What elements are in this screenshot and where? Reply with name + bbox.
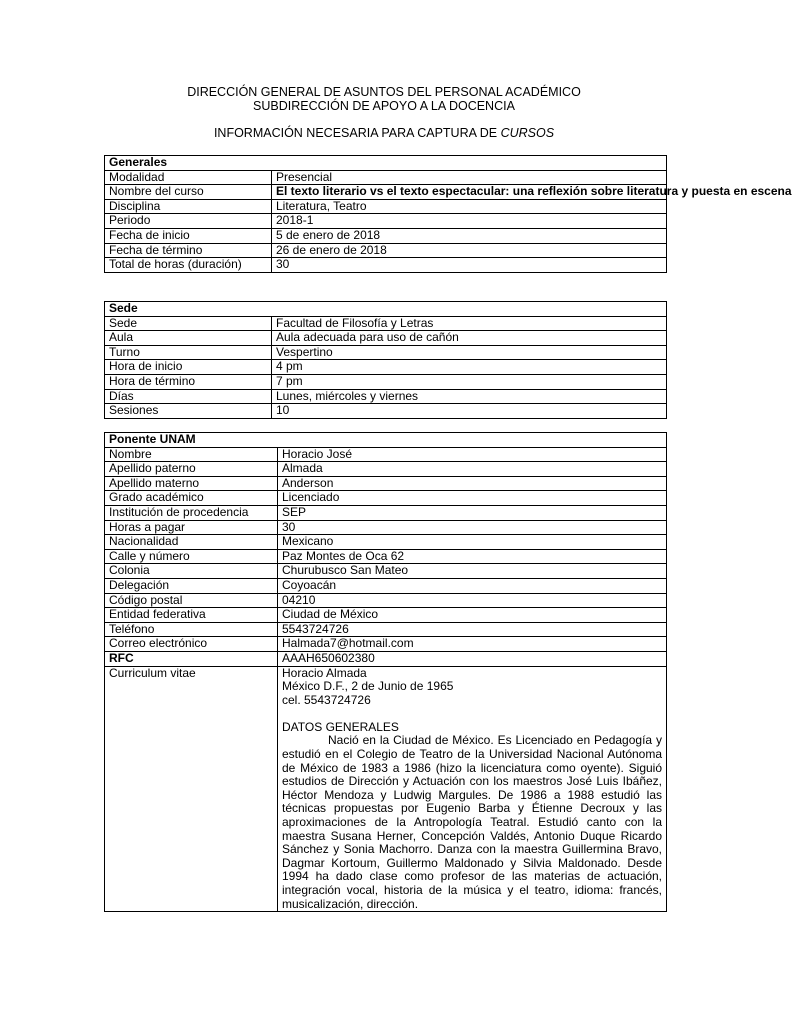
field-label: Entidad federativa bbox=[105, 608, 278, 623]
ponente-row bbox=[105, 622, 667, 637]
ponente-row bbox=[105, 520, 667, 535]
field-label: Periodo bbox=[105, 214, 272, 229]
field-label: Turno bbox=[105, 345, 272, 360]
sede-row bbox=[105, 316, 667, 331]
cv-value bbox=[278, 666, 667, 912]
ponente-row bbox=[105, 637, 667, 652]
generales-title-row bbox=[105, 156, 667, 171]
ponente-row bbox=[105, 535, 667, 550]
field-label: Horas a pagar bbox=[105, 520, 278, 535]
field-label: Fecha de término bbox=[105, 243, 272, 258]
sede-row bbox=[105, 389, 667, 404]
generales-table bbox=[104, 155, 792, 273]
field-label: Nombre del curso bbox=[105, 185, 272, 200]
field-value: 30 bbox=[278, 520, 667, 535]
cv-birth: México D.F., 2 de Junio de 1965 bbox=[282, 679, 454, 694]
field-value: 2018-1 bbox=[272, 214, 667, 229]
ponente-cv-row bbox=[105, 666, 667, 912]
field-label: Modalidad bbox=[105, 170, 272, 185]
field-value: Almada bbox=[278, 462, 667, 477]
field-value: Facultad de Filosofía y Letras bbox=[272, 316, 667, 331]
ponente-table bbox=[104, 432, 667, 912]
sede-row bbox=[105, 374, 667, 389]
field-value: Churubusco San Mateo bbox=[278, 564, 667, 579]
field-label: Apellido materno bbox=[105, 476, 278, 491]
header-line-3-text: INFORMACIÓN NECESARIA PARA CAPTURA DE bbox=[213, 126, 501, 140]
field-value: Lunes, miércoles y viernes bbox=[272, 389, 667, 404]
field-value: Vespertino bbox=[272, 345, 667, 360]
field-value: Horacio José bbox=[278, 447, 667, 462]
cv-name: Horacio Almada bbox=[282, 665, 367, 680]
ponente-row bbox=[105, 549, 667, 564]
header-line-3 bbox=[0, 126, 768, 140]
field-label: Delegación bbox=[105, 578, 278, 593]
generales-title: Generales bbox=[105, 156, 667, 171]
field-label: Institución de procedencia bbox=[105, 505, 278, 520]
generales-row bbox=[105, 228, 667, 243]
field-value: Mexicano bbox=[278, 535, 667, 550]
field-label: Apellido paterno bbox=[105, 462, 278, 477]
generales-row bbox=[105, 214, 667, 229]
field-value: Presencial bbox=[272, 170, 667, 185]
ponente-row bbox=[105, 491, 667, 506]
field-label: Nacionalidad bbox=[105, 535, 278, 550]
ponente-row bbox=[105, 447, 667, 462]
ponente-row bbox=[105, 578, 667, 593]
field-label: Días bbox=[105, 389, 272, 404]
cv-spacer bbox=[282, 707, 662, 721]
field-label: Calle y número bbox=[105, 549, 278, 564]
field-value: Paz Montes de Oca 62 bbox=[278, 549, 667, 564]
field-value: 26 de enero de 2018 bbox=[272, 243, 667, 258]
ponente-row bbox=[105, 593, 667, 608]
generales-row bbox=[105, 243, 667, 258]
header-line-3-italic: CURSOS bbox=[500, 126, 555, 140]
sede-row bbox=[105, 331, 667, 346]
field-label: Colonia bbox=[105, 564, 278, 579]
field-label: Aula bbox=[105, 331, 272, 346]
header-line-1: DIRECCIÓN GENERAL DE ASUNTOS DEL PERSONAL ACADÉMICO bbox=[187, 85, 581, 99]
ponente-title-row bbox=[105, 433, 667, 448]
cv-paragraph: Nació en la Ciudad de México. Es Licenciado en Pedagogía y estudió en el Colegio de Teatro de la Universidad Nacional Autónoma de México de 1983 a 1986 (hizo la licenciatura como oyente). Siguió estudios de Dirección y Actuación con los maestros José Luis Ibáñez, Héctor Mendoza y Ludwig Margules. De 1986 a 1988 estudió las técnicas propuestas por Eugenio Barba y Étienne Decroux y las aproximaciones de la Antropología Teatral. Estudió canto con la maestra Susana Herner, Concepción Valdés, Antonio Duque Ricardo Sánchez y Sonia Machorro. Danza con la maestra Guillermina Bravo, Dagmar Kortoum, Guillermo Maldonado y Silvia Maldonado. Desde 1994 ha dado clase como profesor de las materias de actuación, integración vocal, historia de la música y el teatro, idioma: francés, musicalización, dirección. bbox=[282, 733, 663, 911]
generales-row bbox=[105, 258, 667, 273]
ponente-row bbox=[105, 462, 667, 477]
field-label: Hora de inicio bbox=[105, 360, 272, 375]
field-value: 4 pm bbox=[272, 360, 667, 375]
field-label: Sede bbox=[105, 316, 272, 331]
field-label: Fecha de inicio bbox=[105, 228, 272, 243]
sede-row bbox=[105, 404, 667, 419]
field-value: 04210 bbox=[278, 593, 667, 608]
field-label: Correo electrónico bbox=[105, 637, 278, 652]
ponente-title: Ponente UNAM bbox=[105, 433, 667, 448]
field-value: Coyoacán bbox=[278, 578, 667, 593]
field-label: Grado académico bbox=[105, 491, 278, 506]
course-name-value: El texto literario vs el texto espectacular: una reflexión sobre literatura y puesta en escena bbox=[272, 185, 667, 200]
sede-row bbox=[105, 360, 667, 375]
field-label: Hora de término bbox=[105, 374, 272, 389]
header-line-2: SUBDIRECCIÓN DE APOYO A LA DOCENCIA bbox=[253, 99, 515, 113]
field-label: Total de horas (duración) bbox=[105, 258, 272, 273]
field-value: Halmada7@hotmail.com bbox=[278, 637, 667, 652]
field-label: Sesiones bbox=[105, 404, 272, 419]
field-value: AAAH650602380 bbox=[278, 651, 667, 666]
generales-row bbox=[105, 199, 667, 214]
ponente-row bbox=[105, 608, 667, 623]
field-value: SEP bbox=[278, 505, 667, 520]
field-value: Aula adecuada para uso de cañón bbox=[272, 331, 667, 346]
ponente-row bbox=[105, 564, 667, 579]
ponente-row bbox=[105, 651, 667, 666]
sede-title-row bbox=[105, 302, 667, 317]
field-value: Anderson bbox=[278, 476, 667, 491]
field-value: 10 bbox=[272, 404, 667, 419]
ponente-row bbox=[105, 476, 667, 491]
field-value: Ciudad de México bbox=[278, 608, 667, 623]
generales-row bbox=[105, 185, 667, 200]
field-label: Código postal bbox=[105, 593, 278, 608]
field-label: Disciplina bbox=[105, 199, 272, 214]
field-label: Teléfono bbox=[105, 622, 278, 637]
field-value: 5543724726 bbox=[278, 622, 667, 637]
cv-phone: cel. 5543724726 bbox=[282, 692, 371, 707]
ponente-row bbox=[105, 505, 667, 520]
cv-heading: DATOS GENERALES bbox=[282, 719, 399, 734]
field-label: Nombre bbox=[105, 447, 278, 462]
sede-row bbox=[105, 345, 667, 360]
generales-row bbox=[105, 170, 667, 185]
cv-label: Curriculum vitae bbox=[105, 666, 278, 912]
sede-title: Sede bbox=[105, 302, 667, 317]
field-value: Licenciado bbox=[278, 491, 667, 506]
field-value: Literatura, Teatro bbox=[272, 199, 667, 214]
sede-table bbox=[104, 301, 667, 419]
field-value: 7 pm bbox=[272, 374, 667, 389]
rfc-label: RFC bbox=[105, 651, 278, 666]
field-value: 30 bbox=[272, 258, 667, 273]
field-value: 5 de enero de 2018 bbox=[272, 228, 667, 243]
